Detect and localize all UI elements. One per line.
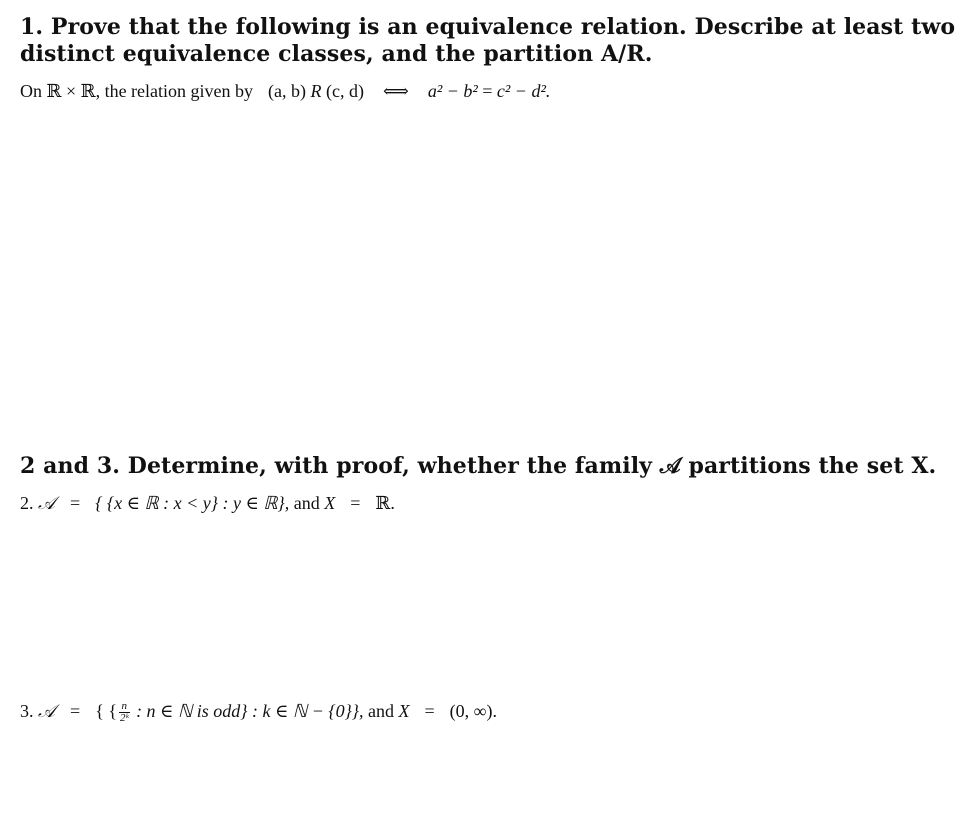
statement-lhs: a² − b² bbox=[427, 81, 478, 101]
problem-2-x-set: ℝ. bbox=[375, 493, 395, 513]
problem-3-family: 𝒜 bbox=[38, 701, 56, 721]
problem-3-x-set: (0, ∞). bbox=[449, 701, 497, 721]
fraction-numerator: n bbox=[119, 701, 130, 713]
statement-equals: = bbox=[482, 81, 493, 101]
problem-1-heading-line-2: distinct equivalence classes, and the partition A/R. bbox=[20, 41, 653, 67]
problems-2-3-heading: 2 and 3. Determine, with proof, whether the family 𝒜 partitions the set X. bbox=[20, 453, 937, 479]
problem-2-and: and bbox=[293, 493, 320, 513]
problem-3-x-variable: X bbox=[398, 701, 410, 721]
problem-2-statement bbox=[20, 492, 395, 514]
problem-2-number: 2. bbox=[20, 493, 34, 513]
problem-3-equals-2: = bbox=[424, 701, 435, 721]
problem-3-number: 3. bbox=[20, 701, 34, 721]
statement-relation: R bbox=[310, 81, 322, 101]
statement-pair-1: (a, b) bbox=[268, 81, 307, 101]
statement-pair-2: (c, d) bbox=[326, 81, 364, 101]
problem-2-equals-2: = bbox=[350, 493, 361, 513]
problem-3-open-braces: { { bbox=[95, 701, 117, 721]
problem-3-equals: = bbox=[70, 701, 81, 721]
problem-2-equals: = bbox=[70, 493, 81, 513]
statement-intro: On ℝ × ℝ, the relation given by bbox=[20, 81, 254, 101]
problem-3-statement bbox=[20, 700, 497, 724]
problem-3-set-rest: : n ∈ ℕ is odd} : k ∈ ℕ − {0}}, bbox=[136, 701, 364, 721]
problem-3-fraction bbox=[119, 701, 130, 724]
fraction-denominator: 2ᵏ bbox=[119, 712, 129, 725]
problem-1-heading-line-1: 1. Prove that the following is an equivalence relation. Describe at least two bbox=[20, 14, 956, 40]
statement-iff: ⟺ bbox=[383, 81, 409, 101]
statement-rhs: c² − d². bbox=[496, 81, 551, 101]
problem-2-x-variable: X bbox=[324, 493, 336, 513]
problem-3-and: and bbox=[367, 701, 394, 721]
problem-1-statement bbox=[20, 80, 550, 102]
problem-2-set-expression: { {x ∈ ℝ : x < y} : y ∈ ℝ}, bbox=[95, 493, 290, 513]
problem-2-family: 𝒜 bbox=[38, 493, 56, 513]
